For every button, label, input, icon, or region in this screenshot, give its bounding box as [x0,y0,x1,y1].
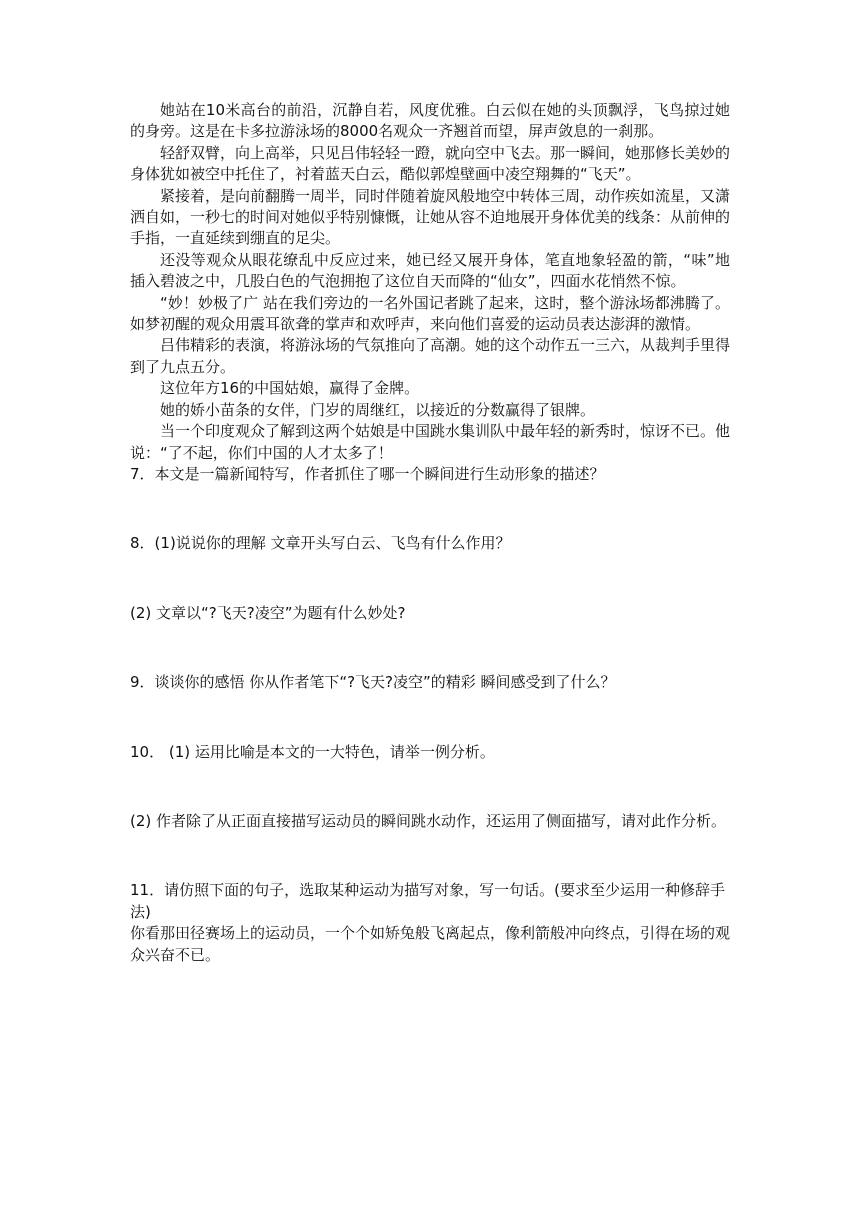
article-paragraph-6: 吕伟精彩的表演，将游泳场的气氛推向了高潮。她的这个动作五一三六，从裁判手里得到了九点五分。 [130,336,731,376]
question-7: 7．本文是一篇新闻特写，作者抓住了哪一个瞬间进行生动形象的描述？ [130,464,605,483]
question-8-2: (2) 文章以“?飞天?凌空”为题有什么妙处? [130,603,406,622]
answer-space-7 [130,485,730,533]
question-10-1: 10． (1) 运用比喻是本文的一大特色，请举一例分析。 [130,742,495,761]
question-9: 9．谈谈你的感悟 你从作者笔下“?飞天?凌空”的精彩 瞬间感受到了什么？ [130,673,616,692]
article-paragraph-4: 还没等观众从眼花缭乱中反应过来，她已经又展开身体，笔直地象轻盈的箭，“味”地插入碧波之中，几股白色的气泡拥抱了这位自天而降的“仙女”，四面水花悄然不惊。 [130,250,730,291]
question-11-example: 你看那田径赛场上的运动员，一个个如矫兔般飞离起点，像利箭般冲向终点，引得在场的观众兴奋不已。 [130,924,731,964]
article-paragraph-8: 她的娇小苗条的女伴，门岁的周继红，以接近的分数赢得了银牌。 [160,400,596,419]
answer-space-10-1 [130,763,730,811]
article-paragraph-7: 这位年方16的中国姑娘，赢得了金牌。 [160,379,420,398]
question-11: 11．请仿照下面的句子，选取某种运动为描写对象，写一句话。(要求至少运用一种修辞手法) [130,881,725,921]
answer-space-9 [130,694,730,742]
answer-space-8-2 [130,624,730,672]
article-paragraph-2: 轻舒双臂，向上高举，只见吕伟轻轻一蹬，就向空中飞去。那一瞬间，她那修长美妙的身体犹如被空中托住了，衬着蓝天白云，酷似郭煌壁画中凌空翔舞的“飞天”。 [130,143,731,184]
article-paragraph-1: 她站在10米高台的前沿，沉静自若，风度优雅。白云似在她的头顶飘浮，飞鸟掠过她的身旁。这是在卡多拉游泳场的8000名观众一齐翘首而望，屏声敛息的一刹那。 [130,101,730,141]
question-list [130,464,730,966]
article-body [130,100,730,464]
question-8-1: 8．(1)说说你的理解 文章开头写白云、飞鸟有什么作用？ [130,534,511,553]
article-paragraph-9: 当一个印度观众了解到这两个姑娘是中国跳水集训队中最年轻的新秀时，惊讶不已。他说：“了不起，你们中国的人才太多了！ [130,422,731,462]
answer-space-10-2 [130,832,730,880]
question-10-2: (2) 作者除了从正面直接描写运动员的瞬间跳水动作，还运用了侧面描写，请对此作分析。 [130,811,727,830]
answer-space-8-1 [130,555,730,603]
document-page [130,100,730,966]
article-paragraph-3: 紧接着，是向前翻腾一周半，同时伴随着旋风般地空中转体三周，动作疾如流星，又潇洒自如，一秒七的时间对她似乎特别慷慨，让她从容不迫地展开身体优美的线条：从前伸的手指，一直延续到绷直的足尖。 [130,186,731,248]
article-paragraph-5: “妙！妙极了广 站在我们旁边的一名外国记者跳了起来，这时，整个游泳场都沸腾了。如梦初醒的观众用震耳欲聋的掌声和欢呼声，来向他们喜爱的运动员表达澎湃的激情。 [130,293,730,334]
